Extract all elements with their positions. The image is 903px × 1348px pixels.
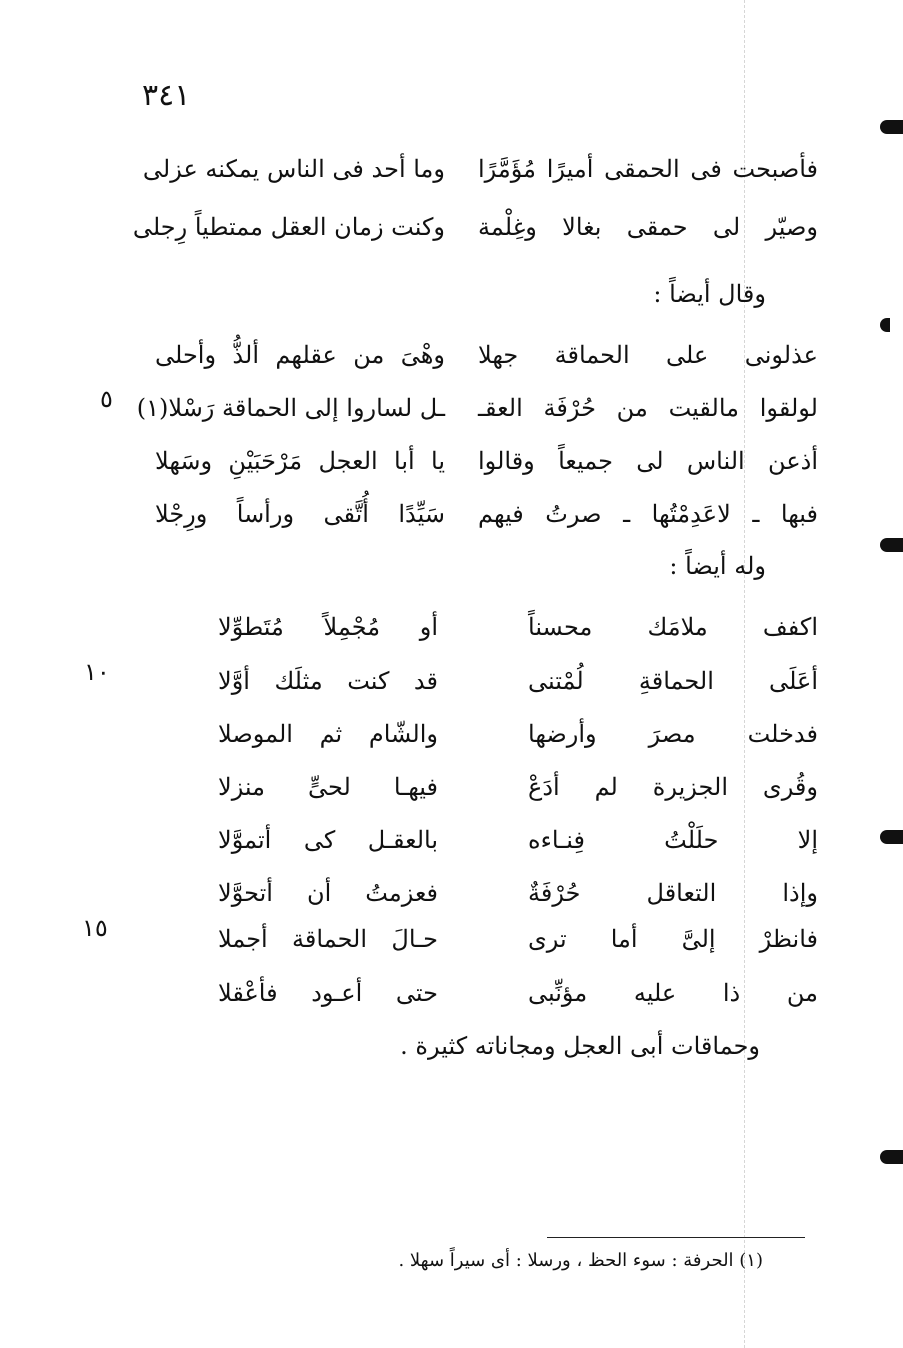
verse-row: [0, 381, 903, 435]
verse-second-hemistich: ـل لساروا إلى الحماقة رَسْلا(١): [136, 394, 445, 422]
verse-row: [0, 707, 903, 761]
verse-second-hemistich: قد كنت مثلَك أوَّلا: [218, 667, 438, 695]
verse-row: [0, 600, 903, 654]
poem-intro: وله أيضاً :: [669, 552, 766, 580]
margin-mark: [880, 120, 903, 134]
verse-row: [0, 200, 903, 254]
poem-intro: وقال أيضاً :: [653, 280, 766, 308]
verse-first-hemistich: وإذا التعاقل حُرْفَةٌ: [528, 879, 818, 907]
verse-first-hemistich: من ذا عليه مؤنِّبى: [528, 979, 818, 1007]
footnote: (١) الحرفة : سوء الحظ ، ورسلا : أى سيراً سهلا .: [398, 1250, 763, 1271]
verse-row: [0, 434, 903, 488]
verse-row: [0, 487, 903, 541]
verse-row: [0, 813, 903, 867]
verse-row: [0, 966, 903, 1020]
verse-second-hemistich: فعزمتُ أن أتحوَّلا: [218, 879, 438, 907]
verse-second-hemistich: وكنت زمان العقل ممتطياً رِجلى: [132, 213, 445, 241]
verse-second-hemistich: يا أبا العجل مَرْحَبَيْنِ وسَهلا: [155, 447, 445, 475]
verse-second-hemistich: بالعقـل كى أتموَّلا: [218, 826, 438, 854]
verse-first-hemistich: وصيّر لى حمقى بغالا وغِلْمة: [478, 213, 818, 241]
verse-second-hemistich: فيهـا لحىٍّ منزلا: [218, 773, 438, 801]
verse-first-hemistich: وقُرى الجزيرة لم أدَعْ: [528, 773, 818, 801]
verse-first-hemistich: لولقوا مالقيت من حُرْفَة العقـ: [478, 394, 818, 422]
verse-second-hemistich: والشّام ثم الموصلا: [218, 720, 438, 748]
verse-second-hemistich: حـالَ الحماقة أجملا: [218, 925, 438, 953]
verse-second-hemistich: سَيِّدًا أُتَّقى ورأساً ورِجْلا: [155, 500, 445, 528]
verse-row: [0, 912, 903, 966]
verse-second-hemistich: وما أحد فى الناس يمكنه عزلى: [142, 155, 445, 183]
line-number-marker: ٥: [100, 385, 113, 413]
verse-second-hemistich: وهْىَ من عقلهم ألذُّ وأحلى: [155, 341, 445, 369]
verse-second-hemistich: أو مُجْمِلاً مُتَطوِّلا: [218, 613, 438, 641]
line-number-marker: ١٠: [84, 658, 110, 686]
footnote-divider: [547, 1237, 805, 1238]
concluding-sentence: وحماقات أبى العجل ومجاناته كثيرة .: [400, 1032, 760, 1060]
line-number-marker: ١٥: [82, 914, 108, 942]
verse-first-hemistich: إلا حلَلْتُ فِنـاءه: [528, 826, 818, 854]
verse-row: [0, 328, 903, 382]
verse-first-hemistich: أذعن الناس لى جميعاً وقالوا: [478, 447, 818, 475]
verse-first-hemistich: فأصبحت فى الحمقى أميرًا مُؤَمَّرًا: [478, 155, 818, 183]
verse-second-hemistich: حتى أعـود فأعْقلا: [218, 979, 438, 1007]
verse-first-hemistich: أعَلَى الحماقةِ لُمْتنى: [528, 667, 818, 695]
verse-row: [0, 654, 903, 708]
verse-first-hemistich: فانظرْ إلىَّ أما ترى: [528, 925, 818, 953]
verse-first-hemistich: فدخلت مصرَ وأرضها: [528, 720, 818, 748]
verse-row: [0, 760, 903, 814]
verse-first-hemistich: عذلونى على الحماقة جهلا: [478, 341, 818, 369]
verse-first-hemistich: فبها ـ لاعَدِمْتُها ـ صرتُ فيهم: [478, 500, 818, 528]
page-number: ٣٤١: [142, 78, 191, 113]
verse-row: [0, 142, 903, 196]
margin-mark: [880, 1150, 903, 1164]
verse-first-hemistich: اكفف ملامَك محسناً: [528, 613, 818, 641]
